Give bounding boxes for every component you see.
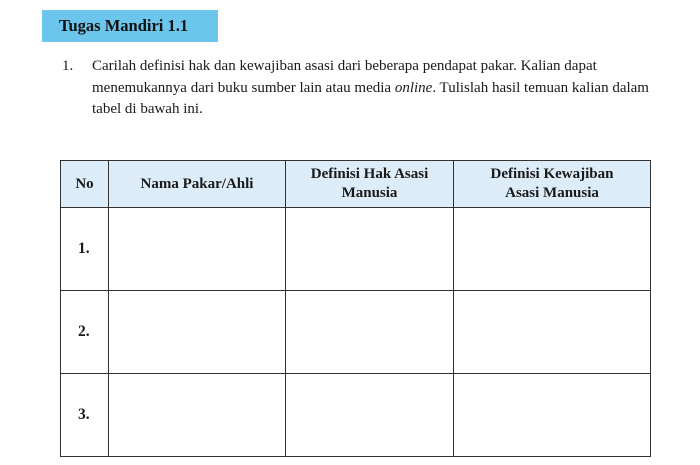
row-number: 3. bbox=[61, 374, 109, 457]
expert-name-cell bbox=[109, 291, 286, 374]
table-row bbox=[61, 374, 651, 457]
duties-definition-cell bbox=[454, 208, 651, 291]
rights-definition-cell bbox=[286, 374, 454, 457]
task-badge-title: Tugas Mandiri 1.1 bbox=[59, 16, 189, 35]
duties-definition-cell bbox=[454, 291, 651, 374]
expert-name-cell bbox=[109, 374, 286, 457]
header-human-rights-definition bbox=[286, 161, 454, 208]
table-row bbox=[61, 208, 651, 291]
task-instruction bbox=[62, 56, 662, 121]
header-expert-name: Nama Pakar/Ahli bbox=[109, 161, 286, 208]
rights-definition-cell bbox=[286, 291, 454, 374]
header-rights-line2: Manusia bbox=[341, 185, 398, 201]
task-text-before: Carilah definisi hak dan kewajiban asasi dari beberapa pendapat pakar. Kalian dapat menemukannya dari buku sumber lain atau media bbox=[92, 58, 597, 96]
header-no: No bbox=[61, 161, 109, 208]
row-number: 1. bbox=[61, 208, 109, 291]
table-row bbox=[61, 291, 651, 374]
task-text-italic: online bbox=[394, 79, 433, 96]
row-number: 2. bbox=[61, 291, 109, 374]
duties-definition-cell bbox=[454, 374, 651, 457]
rights-definition-cell bbox=[286, 208, 454, 291]
header-duties-line2: Asasi Manusia bbox=[505, 185, 599, 201]
task-badge bbox=[42, 10, 218, 42]
header-human-duties-definition bbox=[454, 161, 651, 208]
expert-name-cell bbox=[109, 208, 286, 291]
worksheet-table bbox=[60, 160, 651, 457]
header-rights-line1: Definisi Hak Asasi bbox=[310, 166, 429, 182]
task-text bbox=[92, 56, 662, 121]
task-number: 1. bbox=[62, 58, 74, 74]
task-text-after: . Tulislah hasil temuan kalian dalam tabel di bawah ini. bbox=[92, 79, 649, 117]
header-duties-line1: Definisi Kewajiban bbox=[490, 166, 614, 182]
table-header-row bbox=[61, 161, 651, 208]
